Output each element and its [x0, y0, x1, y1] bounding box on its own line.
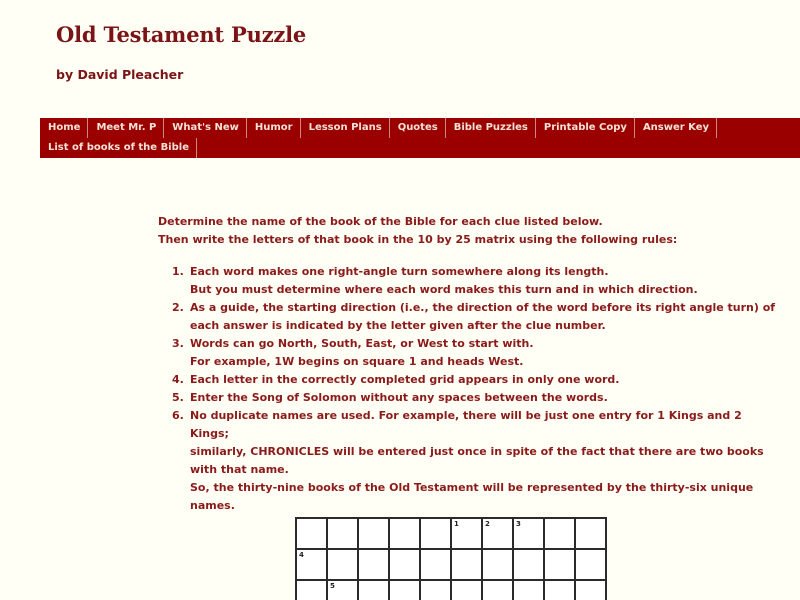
grid-cell[interactable] — [389, 518, 420, 549]
grid-cell[interactable] — [389, 549, 420, 580]
rule-number: 5. — [172, 391, 184, 404]
grid-row — [296, 518, 606, 549]
grid-cell[interactable] — [358, 518, 389, 549]
rule-item — [158, 389, 778, 407]
grid-cell[interactable] — [451, 549, 482, 580]
grid-cell[interactable] — [327, 518, 358, 549]
rule-text: As a guide, the starting direction (i.e., the direction of the word before its right angle turn) of — [190, 301, 776, 314]
rule-number: 6. — [172, 409, 184, 422]
grid-cell[interactable] — [544, 549, 575, 580]
grid-cell[interactable] — [296, 518, 327, 549]
rule-item — [158, 299, 778, 335]
nav-home[interactable]: Home — [40, 118, 88, 138]
intro-line-2: Then write the letters of that book in the 10 by 25 matrix using the following rules: — [158, 233, 678, 246]
grid-cell[interactable] — [482, 580, 513, 600]
rule-item — [158, 407, 778, 515]
nav-meet-mr-p[interactable]: Meet Mr. P — [88, 118, 164, 138]
cell-number: 5 — [330, 582, 335, 590]
cell-number: 1 — [454, 520, 459, 528]
rule-text: each answer is indicated by the letter given after the clue number. — [190, 319, 606, 332]
rule-item — [158, 335, 778, 371]
rule-text: Each letter in the correctly completed grid appears in only one word. — [190, 373, 620, 386]
nav-lesson-plans[interactable]: Lesson Plans — [301, 118, 390, 138]
intro-line-1: Determine the name of the book of the Bible for each clue listed below. — [158, 215, 603, 228]
rule-number: 1. — [172, 265, 184, 278]
grid-cell[interactable] — [358, 580, 389, 600]
nav-whats-new[interactable]: What's New — [164, 118, 247, 138]
nav-row-1 — [40, 118, 800, 138]
rule-text: names. — [190, 499, 235, 512]
grid-cell[interactable] — [544, 580, 575, 600]
grid-cell[interactable] — [451, 580, 482, 600]
grid-cell[interactable] — [575, 580, 606, 600]
grid-cell[interactable] — [296, 580, 327, 600]
cell-number: 2 — [485, 520, 490, 528]
grid-cell[interactable] — [327, 549, 358, 580]
rule-text: similarly, CHRONICLES will be entered just once in spite of the fact that there are two books — [190, 445, 764, 458]
nav-printable-copy[interactable]: Printable Copy — [536, 118, 635, 138]
grid-cell[interactable] — [482, 549, 513, 580]
author-byline: by David Pleacher — [56, 67, 184, 82]
grid-cell[interactable] — [575, 549, 606, 580]
nav-row-2 — [40, 138, 800, 158]
rule-text: So, the thirty-nine books of the Old Testament will be represented by the thirty-six unique — [190, 481, 754, 494]
cell-number: 3 — [516, 520, 521, 528]
grid-cell[interactable] — [482, 518, 513, 549]
grid-cell[interactable] — [389, 580, 420, 600]
rule-item — [158, 371, 778, 389]
grid-cell[interactable] — [327, 580, 358, 600]
nav-quotes[interactable]: Quotes — [390, 118, 446, 138]
cell-number: 4 — [299, 551, 304, 559]
grid-cell[interactable] — [544, 518, 575, 549]
nav-list-of-books[interactable]: List of books of the Bible — [40, 138, 197, 158]
nav-humor[interactable]: Humor — [247, 118, 301, 138]
rule-text: Each word makes one right-angle turn somewhere along its length. — [190, 265, 609, 278]
grid-row — [296, 580, 606, 600]
rule-number: 2. — [172, 301, 184, 314]
rule-number: 3. — [172, 337, 184, 350]
rule-text: But you must determine where each word makes this turn and in which direction. — [190, 283, 698, 296]
rule-text: with that name. — [190, 463, 289, 476]
grid-cell[interactable] — [451, 518, 482, 549]
grid-cell[interactable] — [513, 580, 544, 600]
rules-list — [158, 263, 778, 515]
main-navigation — [40, 118, 800, 158]
puzzle-grid — [295, 517, 607, 600]
grid-row — [296, 549, 606, 580]
instructions — [158, 213, 778, 515]
rule-text: Words can go North, South, East, or West to start with. — [190, 337, 534, 350]
grid-cell[interactable] — [420, 518, 451, 549]
grid-cell[interactable] — [358, 549, 389, 580]
grid-cell[interactable] — [513, 549, 544, 580]
rule-text: No duplicate names are used. For example, there will be just one entry for 1 Kings and 2 Kings; — [190, 409, 742, 440]
page-title: Old Testament Puzzle — [56, 22, 307, 47]
grid-cell[interactable] — [575, 518, 606, 549]
nav-answer-key[interactable]: Answer Key — [635, 118, 717, 138]
rule-item — [158, 263, 778, 299]
grid-cell[interactable] — [420, 580, 451, 600]
grid-cell[interactable] — [296, 549, 327, 580]
nav-bible-puzzles[interactable]: Bible Puzzles — [446, 118, 536, 138]
rule-number: 4. — [172, 373, 184, 386]
rule-text: Enter the Song of Solomon without any spaces between the words. — [190, 391, 608, 404]
rule-text: For example, 1W begins on square 1 and heads West. — [190, 355, 524, 368]
grid-cell[interactable] — [513, 518, 544, 549]
grid-cell[interactable] — [420, 549, 451, 580]
